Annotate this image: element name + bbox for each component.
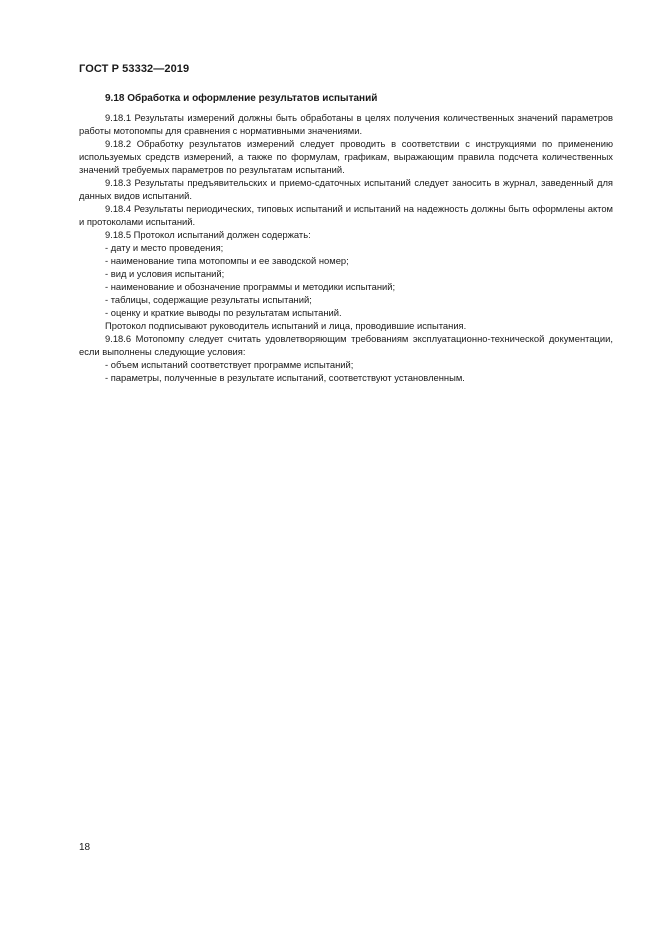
paragraph: Протокол подписывают руководитель испытаний и лица, проводившие испытания. — [105, 320, 467, 331]
page-number: 18 — [79, 842, 91, 853]
list-item: - таблицы, содержащие результаты испытаний; — [105, 294, 312, 305]
list-item: - параметры, полученные в результате испытаний, соответствуют установленным. — [105, 372, 465, 383]
document-code-header: ГОСТ Р 53332—2019 — [79, 63, 190, 75]
list-item: - оценку и краткие выводы по результатам испытаний. — [105, 307, 342, 318]
paragraph: 9.18.3 Результаты предъявительских и приемо-сдаточных испытаний следует заносить в журнал, заведенный для данных видов испытаний. — [79, 177, 613, 201]
list-item: - объем испытаний соответствует программе испытаний; — [105, 359, 354, 370]
section-body — [79, 111, 613, 384]
paragraph: 9.18.4 Результаты периодических, типовых испытаний и испытаний на надежность должны быть оформлены актом и протоколами испытаний. — [79, 203, 613, 227]
list-item: - наименование типа мотопомпы и ее заводской номер; — [105, 255, 349, 266]
list-item: - вид и условия испытаний; — [105, 268, 225, 279]
section-title: 9.18 Обработка и оформление результатов испытаний — [105, 93, 378, 104]
paragraph: 9.18.1 Результаты измерений должны быть обработаны в целях получения количественных значений параметров работы мотопомпы для сравнения с нормативными значениями. — [79, 112, 613, 136]
paragraph: 9.18.2 Обработку результатов измерений следует проводить в соответствии с инструкциями по применению используемых средств измерений, а также по формулам, графикам, выражающим правила подсчета количественных значений требуемых параметров по результатам испытаний. — [79, 138, 613, 175]
paragraph: 9.18.5 Протокол испытаний должен содержать: — [105, 229, 311, 240]
list-item: - наименование и обозначение программы и методики испытаний; — [105, 281, 396, 292]
list-item: - дату и место проведения; — [105, 242, 224, 253]
paragraph: 9.18.6 Мотопомпу следует считать удовлетворяющим требованиям эксплуатационно-технической документации, если выполнены следующие условия: — [79, 333, 613, 357]
